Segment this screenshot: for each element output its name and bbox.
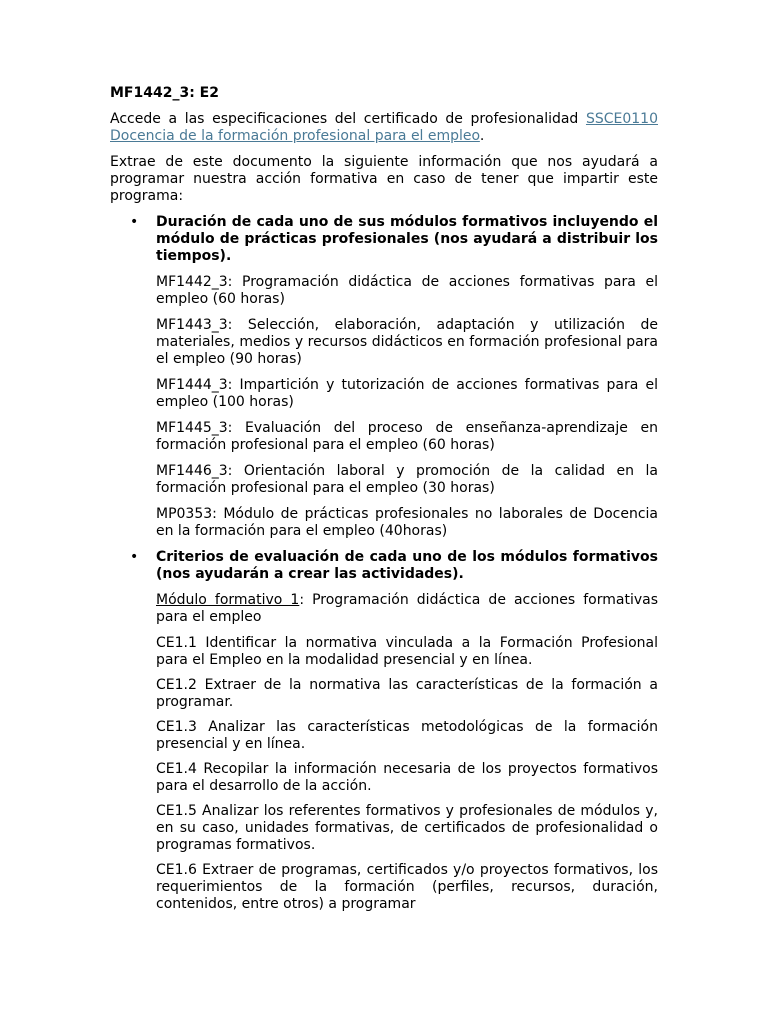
module-duration-item: MF1444_3: Impartición y tutorización de acciones formativas para el empleo (100 horas) [156,377,658,410]
criterion-item: CE1.3 Analizar las características metodológicas de la formación presencial y en línea. [156,719,658,752]
criterion-item: CE1.5 Analizar los referentes formativos y profesionales de módulos y, en su caso, unidades formativas, de certificados de profesionalidad o programas formativos. [156,803,658,853]
section1-heading: Duración de cada uno de sus módulos formativos incluyendo el módulo de prácticas profesionales (nos ayudará a distribuir los tiempos). [156,214,658,264]
module-title [156,592,658,626]
bullet-item-criteria [110,549,658,913]
module-duration-item: MP0353: Módulo de prácticas profesionales no laborales de Docencia en la formación para el empleo (40horas) [156,506,658,539]
certificate-link[interactable]: SSCE0110 Docencia de la formación profesional para el empleo [110,111,658,144]
bullet-icon: • [130,549,139,565]
bullet-list [110,214,658,913]
instructions-paragraph: Extrae de este documento la siguiente información que nos ayudará a programar nuestra acción formativa en caso de tener que impartir este programa: [110,154,658,204]
module-duration-item: MF1445_3: Evaluación del proceso de enseñanza-aprendizaje en formación profesional para el empleo (60 horas) [156,420,658,453]
criterion-item: CE1.2 Extraer de la normativa las características de la formación a programar. [156,677,658,710]
section2-heading: Criterios de evaluación de cada uno de los módulos formativos (nos ayudarán a crear las actividades). [156,549,658,582]
intro-period: . [479,128,485,144]
intro-paragraph [110,111,658,145]
criterion-item: CE1.6 Extraer de programas, certificados y/o proyectos formativos, los requerimientos de la formación (perfiles, recursos, duración, contenidos, entre otros) a programar [156,862,658,912]
criterion-item: CE1.4 Recopilar la información necesaria de los proyectos formativos para el desarrollo de la acción. [156,761,658,794]
bullet-icon: • [130,214,139,230]
document-title: MF1442_3: E2 [110,85,219,101]
bullet-item-duration [110,214,658,540]
module-name: : Programación didáctica de acciones formativas para el empleo [156,592,658,625]
module-duration-item: MF1446_3: Orientación laboral y promoción de la calidad en la formación profesional para el empleo (30 horas) [156,463,658,496]
module-duration-item: MF1443_3: Selección, elaboración, adaptación y utilización de materiales, medios y recursos didácticos en formación profesional para el empleo (90 horas) [156,317,658,367]
module-duration-item: MF1442_3: Programación didáctica de acciones formativas para el empleo (60 horas) [156,274,658,307]
criterion-item: CE1.1 Identificar la normativa vinculada a la Formación Profesional para el Empleo en la modalidad presencial y en línea. [156,635,658,668]
document-page [110,85,658,921]
intro-text: Accede a las especificaciones del certificado de profesionalidad [110,111,586,127]
module-label: Módulo formativo 1 [156,592,300,608]
